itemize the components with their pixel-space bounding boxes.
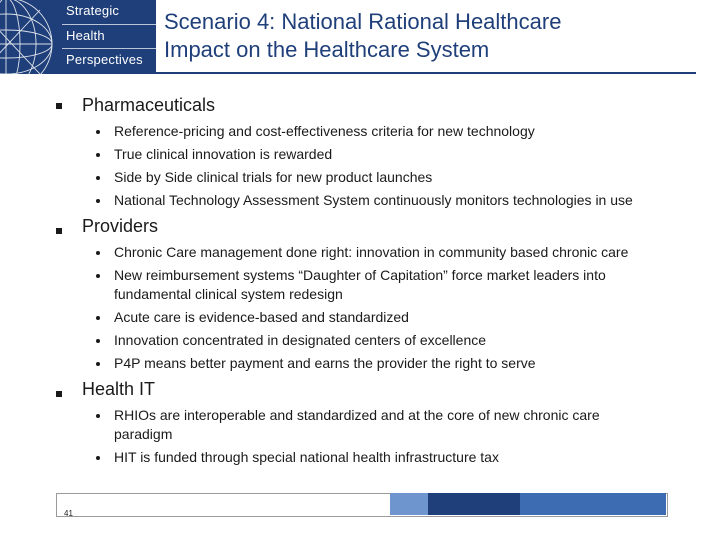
list-item: True clinical innovation is rewarded <box>114 146 333 162</box>
list-item-continuation: fundamental clinical system redesign <box>114 286 343 302</box>
logo-divider <box>62 24 156 25</box>
bullet-dot-icon <box>96 362 100 366</box>
list-item: National Technology Assessment System continuously monitors technologies in use <box>114 192 633 208</box>
section-heading: Pharmaceuticals <box>82 95 216 115</box>
list-item-continuation: paradigm <box>114 426 173 442</box>
footer-color-block <box>520 493 666 515</box>
list-item: RHIOs are interoperable and standardized and at the core of new chronic care <box>114 407 600 423</box>
slide-title <box>164 8 561 64</box>
section-heading: Providers <box>82 216 159 236</box>
slide-title-line: Scenario 4: National Rational Healthcare <box>164 9 562 34</box>
bullet-dot-icon <box>96 316 100 320</box>
list-item: Acute care is evidence-based and standardized <box>114 309 409 325</box>
globe-icon <box>0 0 64 74</box>
page-number: 41 <box>64 509 73 518</box>
list-item: P4P means better payment and earns the provider the right to serve <box>114 355 536 371</box>
list-item: Reference-pricing and cost-effectiveness criteria for new technology <box>114 123 535 139</box>
logo-text-line: Perspectives <box>66 52 143 67</box>
company-logo <box>0 0 156 74</box>
bullet-dot-icon <box>96 153 100 157</box>
footer-color-block <box>428 493 520 515</box>
logo-text-line: Strategic <box>66 3 120 18</box>
list-item: HIT is funded through special national health infrastructure tax <box>114 449 499 465</box>
bullet-dot-icon <box>96 414 100 418</box>
bullet-dot-icon <box>96 251 100 255</box>
slide-title-line: Impact on the Healthcare System <box>164 37 490 62</box>
bullet-dot-icon <box>96 339 100 343</box>
bullet-dot-icon <box>96 274 100 278</box>
bullet-dot-icon <box>96 176 100 180</box>
bullet-dot-icon <box>96 456 100 460</box>
square-bullet-icon <box>56 228 62 234</box>
bullet-dot-icon <box>96 199 100 203</box>
footer-color-block <box>390 493 428 515</box>
title-underline <box>156 72 696 74</box>
list-item: Innovation concentrated in designated centers of excellence <box>114 332 487 348</box>
list-item: New reimbursement systems “Daughter of Capitation” force market leaders into <box>114 267 606 283</box>
section-heading: Health IT <box>82 379 156 399</box>
square-bullet-icon <box>56 391 62 397</box>
logo-divider <box>62 48 156 49</box>
bullet-dot-icon <box>96 130 100 134</box>
square-bullet-icon <box>56 103 62 109</box>
logo-text-line: Health <box>66 28 105 43</box>
list-item: Side by Side clinical trials for new product launches <box>114 169 433 185</box>
list-item: Chronic Care management done right: innovation in community based chronic care <box>114 244 629 260</box>
